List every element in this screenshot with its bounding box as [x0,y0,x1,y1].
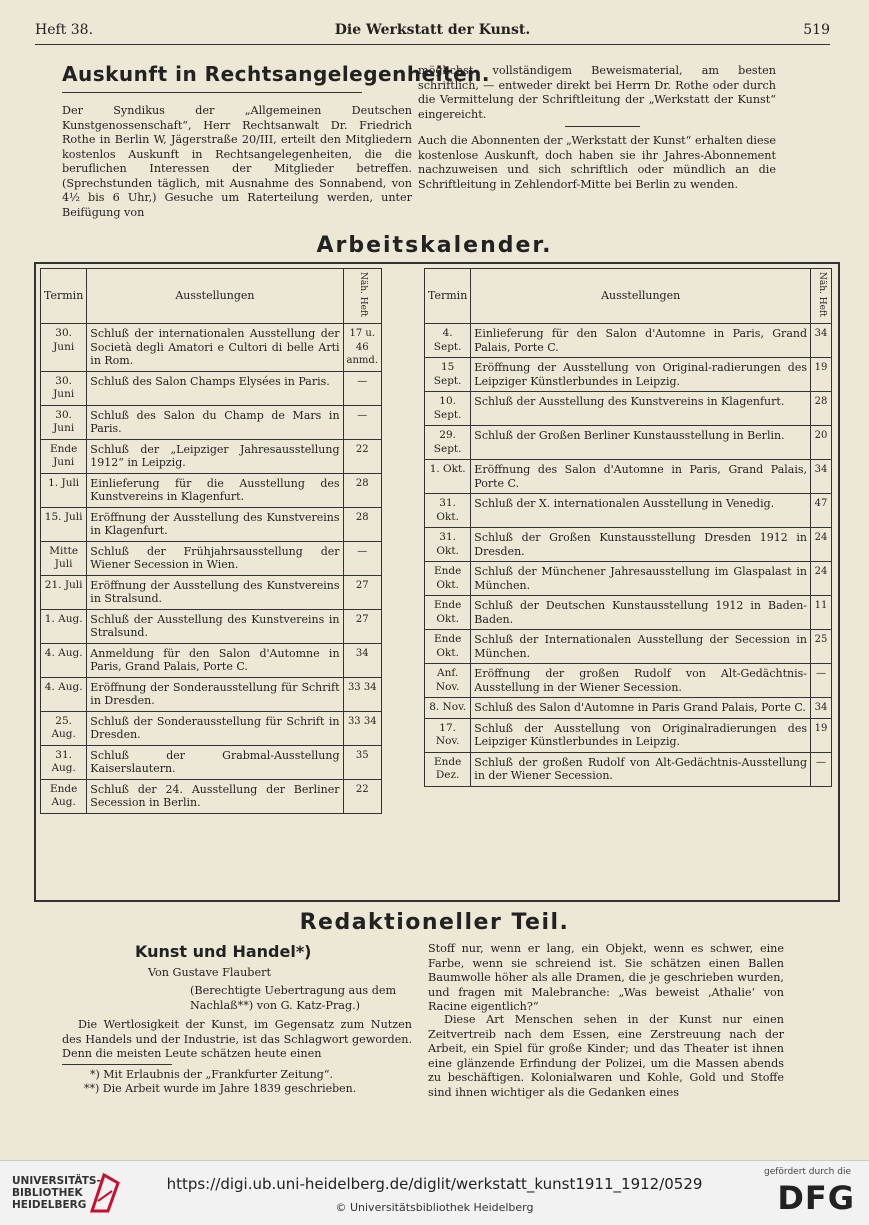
calendar-row [41,575,382,609]
calendar-date: 1. Juli [41,473,87,507]
logo-line-2: BIBLIOTHEK [12,1187,83,1199]
calendar-date: Mitte Juli [41,541,87,575]
calendar-issue-ref: — [343,405,381,439]
viewer-footer [0,1160,869,1225]
calendar-issue-ref: 35 [343,745,381,779]
calendar-date: 31. Okt. [425,528,471,562]
calendar-row [41,541,382,575]
article-translation-note: (Berechtigte Uebertragung aus dem Nachlaß**) von G. Katz-Prag.) [190,984,397,1012]
calendar-description: Schluß der Grabmal-Ausstellung Kaiserslautern. [87,745,343,779]
calendar-description: Eröffnung des Salon d'Automne in Paris, Grand Palais, Porte C. [471,460,811,494]
calendar-row [425,718,832,752]
calendar-row [425,752,832,786]
calendar-row [41,405,382,439]
calendar-issue-ref: — [811,664,832,698]
calendar-row [41,745,382,779]
logo-line-1: UNIVERSITÄTS- [12,1175,101,1187]
col-ausstellungen: Ausstellungen [87,269,343,324]
calendar-date: 4. Aug. [41,643,87,677]
copyright-notice: © Universitätsbibliothek Heidelberg [335,1201,534,1214]
calendar-description: Schluß der internationalen Ausstellung der Società degli Amatori e Cultori di belle Arti in Rom. [87,324,343,372]
dfg-logo[interactable]: DFG [777,1179,855,1217]
calendar-description: Einlieferung für die Ausstellung des Kunstvereins in Klagenfurt. [87,473,343,507]
calendar-issue-ref: 27 [343,609,381,643]
calendar-issue-ref: 22 [343,779,381,813]
calendar-date: Ende Aug. [41,779,87,813]
calendar-issue-ref: 33 34 [343,711,381,745]
col-termin: Termin [41,269,87,324]
calendar-description: Schluß der X. internationalen Ausstellung in Venedig. [471,494,811,528]
calendar-description: Schluß des Salon Champs Elysées in Paris. [87,371,343,405]
page-header [35,22,830,45]
calendar-description: Schluß der Ausstellung des Kunstvereins in Stralsund. [87,609,343,643]
calendar-description: Eröffnung der Ausstellung des Kunstvereins in Klagenfurt. [87,507,343,541]
calendar-date: 30. Juni [41,405,87,439]
footnotes [62,1068,412,1096]
calendar-row [425,664,832,698]
calendar-date: 4. Sept. [425,324,471,358]
auskunft-heading: Auskunft in Rechtsangelegenheiten. [62,62,490,86]
article-author: Von Gustave Flaubert [148,966,271,979]
calendar-row [425,494,832,528]
calendar-issue-ref: 19 [811,358,832,392]
calendar-date: 21. Juli [41,575,87,609]
calendar-issue-ref: — [343,371,381,405]
calendar-issue-ref: 28 [343,507,381,541]
calendar-description: Schluß der „Leipziger Jahresausstellung 1912“ in Leipzig. [87,439,343,473]
calendar-issue-ref: 11 [811,596,832,630]
article-left-paragraph: Die Wertlosigkeit der Kunst, im Gegensatz zum Nutzen des Handels und der Industrie, ist das Schlagwort geworden. Denn die meisten Leute schätzen heute einen [62,1018,412,1060]
calendar-date: 25. Aug. [41,711,87,745]
calendar-description: Schluß der Sonderausstellung für Schrift in Dresden. [87,711,343,745]
calendar-issue-ref: 34 [811,324,832,358]
calendar-date: 1. Okt. [425,460,471,494]
redaktion-heading: Redaktioneller Teil. [299,910,570,935]
calendar-description: Eröffnung der großen Rudolf von Alt-Gedächtnis-Ausstellung in der Wiener Secession. [471,664,811,698]
article-right-paragraph-2: Diese Art Menschen sehen in der Kunst nur einen Zeitvertreib nach dem Essen, eine Zerstreuung nach der Arbeit, ein Spiel für große Kinder; und das Theater ist ihnen eine glänzende Erfindung der Polizei, um die Massen abends zu beschäftigen. Kolonialwaren und Kohle, Gold und Stoffe sind ihnen wichtiger als die Gedanken eines [428,1013,784,1099]
calendar-row [425,426,832,460]
calendar-issue-ref: 20 [811,426,832,460]
calendar-issue-ref: 19 [811,718,832,752]
calendar-description: Schluß der Großen Kunstausstellung Dresden 1912 in Dresden. [471,528,811,562]
calendar-issue-ref: 34 [811,460,832,494]
calendar-description: Schluß der Münchener Jahresausstellung im Glaspalast in München. [471,562,811,596]
calendar-date: Anf. Nov. [425,664,471,698]
calendar-row [41,779,382,813]
calendar-row [41,677,382,711]
calendar-row [41,507,382,541]
col-heft [811,269,832,324]
calendar-issue-ref: 34 [811,698,832,719]
calendar-date: 31. Okt. [425,494,471,528]
page-number: 519 [803,22,830,38]
calendar-description: Eröffnung der Ausstellung des Kunstvereins in Stralsund. [87,575,343,609]
calendar-description: Schluß des Salon d'Automne in Paris Grand Palais, Porte C. [471,698,811,719]
issue-number: Heft 38. [35,22,94,38]
calendar-table-right [424,268,832,787]
calendar-issue-ref: 24 [811,562,832,596]
calendar-date: Ende Okt. [425,596,471,630]
article-right-paragraph-1: Stoff nur, wenn er lang, ein Objekt, wenn es schwer, eine Farbe, wenn sie schreiend ist. Sie schätzen einen Ballen Baumwolle höher als alle Dramen, die je geschrieben wurden, und fragen mit Malebranche: „Was beweist ‚Athalie‘ von Racine eigentlich?“ [428,942,784,1013]
col-ausstellungen: Ausstellungen [471,269,811,324]
calendar-date: Ende Juni [41,439,87,473]
permalink-url[interactable]: https://digi.ub.uni-heidelberg.de/diglit/werkstatt_kunst1911_1912/0529 [166,1175,703,1193]
calendar-date: 17. Nov. [425,718,471,752]
calendar-date: 30. Juni [41,371,87,405]
calendar-row [41,371,382,405]
calendar-row [41,439,382,473]
calendar-description: Schluß der Großen Berliner Kunstausstellung in Berlin. [471,426,811,460]
auskunft-left-paragraph: Der Syndikus der „Allgemeinen Deutschen Kunstgenossenschaft“, Herr Rechtsanwalt Dr. Friedrich Rothe in Berlin W, Jägerstraße 20/III, erteilt den Mitgliedern kostenlos Auskunft in Rechtsangelegenheiten, die die beruflichen Interessen der Mitglieder betreffen. (Sprechstunden täglich, mit Ausnahme des Sonnabend, von 4½ bis 6 Uhr,) Gesuche um Raterteilung werden, unter Beifügung von [62,104,412,219]
calendar-issue-ref: 47 [811,494,832,528]
calendar-description: Schluß der Deutschen Kunstausstellung 1912 in Baden-Baden. [471,596,811,630]
calendar-description: Schluß des Salon du Champ de Mars in Paris. [87,405,343,439]
calendar-issue-ref: 28 [343,473,381,507]
calendar-date: Ende Okt. [425,630,471,664]
calendar-date: 29. Sept. [425,426,471,460]
calendar-date: 15. Juli [41,507,87,541]
calendar-date: 31. Aug. [41,745,87,779]
calendar-issue-ref: — [811,752,832,786]
calendar-row [425,392,832,426]
calendar-row [41,643,382,677]
calendar-row [425,596,832,630]
calendar-row [41,609,382,643]
col-heft [343,269,381,324]
calendar-description: Schluß der 24. Ausstellung der Berliner Secession in Berlin. [87,779,343,813]
col-termin: Termin [425,269,471,324]
auskunft-right-paragraph-1: möglichst vollständigem Beweismaterial, am besten schriftlich, — entweder direkt bei Herrn Dr. Rothe oder durch die Vermittelung der Schriftleitung der „Werkstatt der Kunst“ eingereicht. [418,64,776,121]
calendar-date: 1. Aug. [41,609,87,643]
calendar-row [425,358,832,392]
footnote-rule [62,1064,172,1065]
calendar-description: Eröffnung der Ausstellung von Original-radierungen des Leipziger Künstlerbundes in Leipzig. [471,358,811,392]
calendar-issue-ref: 22 [343,439,381,473]
calendar-date: 4. Aug. [41,677,87,711]
calendar-heading: Arbeitskalender. [316,233,553,258]
section-divider [565,126,640,127]
calendar-date: 30. Juni [41,324,87,372]
calendar-issue-ref: 25 [811,630,832,664]
calendar-date: Ende Dez. [425,752,471,786]
calendar-description: Eröffnung der Sonderausstellung für Schrift in Dresden. [87,677,343,711]
calendar-date: 15 Sept. [425,358,471,392]
calendar-issue-ref: 33 34 [343,677,381,711]
calendar-issue-ref: 34 [343,643,381,677]
calendar-description: Schluß der Internationalen Ausstellung der Secession in München. [471,630,811,664]
calendar-description: Schluß der Ausstellung des Kunstvereins in Klagenfurt. [471,392,811,426]
calendar-table-left [40,268,382,814]
col-heft-label: Näh. Heft [816,271,827,317]
calendar-row [425,324,832,358]
calendar-row [41,473,382,507]
calendar-issue-ref: 28 [811,392,832,426]
calendar-row [425,698,832,719]
calendar-date: 8. Nov. [425,698,471,719]
calendar-row [425,630,832,664]
footnote-1: *) Mit Erlaubnis der „Frankfurter Zeitung“. [90,1068,333,1081]
calendar-row [425,460,832,494]
logo-line-3: HEIDELBERG [12,1199,87,1211]
calendar-row [425,528,832,562]
journal-title: Die Werkstatt der Kunst. [334,22,531,38]
dfg-caption: gefördert durch die [764,1167,851,1177]
calendar-row [41,324,382,372]
calendar-issue-ref: — [343,541,381,575]
calendar-description: Schluß der Frühjahrsausstellung der Wiener Secession in Wien. [87,541,343,575]
calendar-date: Ende Okt. [425,562,471,596]
calendar-row [425,562,832,596]
calendar-description: Anmeldung für den Salon d'Automne in Paris, Grand Palais, Porte C. [87,643,343,677]
calendar-issue-ref: 27 [343,575,381,609]
heading-underline [62,92,362,93]
col-heft-label: Näh. Heft [358,271,369,317]
footnote-2: **) Die Arbeit wurde im Jahre 1839 geschrieben. [84,1082,357,1095]
calendar-description: Einlieferung für den Salon d'Automne in Paris, Grand Palais, Porte C. [471,324,811,358]
calendar-description: Schluß der Ausstellung von Originalradierungen des Leipziger Künstlerbundes in Leipzig. [471,718,811,752]
calendar-row [41,711,382,745]
calendar-issue-ref: 17 u. 46 anmd. [343,324,381,372]
article-title: Kunst und Handel*) [135,942,312,961]
calendar-date: 10. Sept. [425,392,471,426]
calendar-description: Schluß der großen Rudolf von Alt-Gedächtnis-Ausstellung in der Wiener Secession. [471,752,811,786]
calendar-issue-ref: 24 [811,528,832,562]
auskunft-right-paragraph-2: Auch die Abonnenten der „Werkstatt der Kunst“ erhalten diese kostenlose Auskunft, doch haben sie ihr Jahres-Abonnement nachzuweisen und sich schriftlich oder mündlich an die Schriftleitung in Zehlendorf-Mitte bei Berlin zu wenden. [418,134,776,191]
